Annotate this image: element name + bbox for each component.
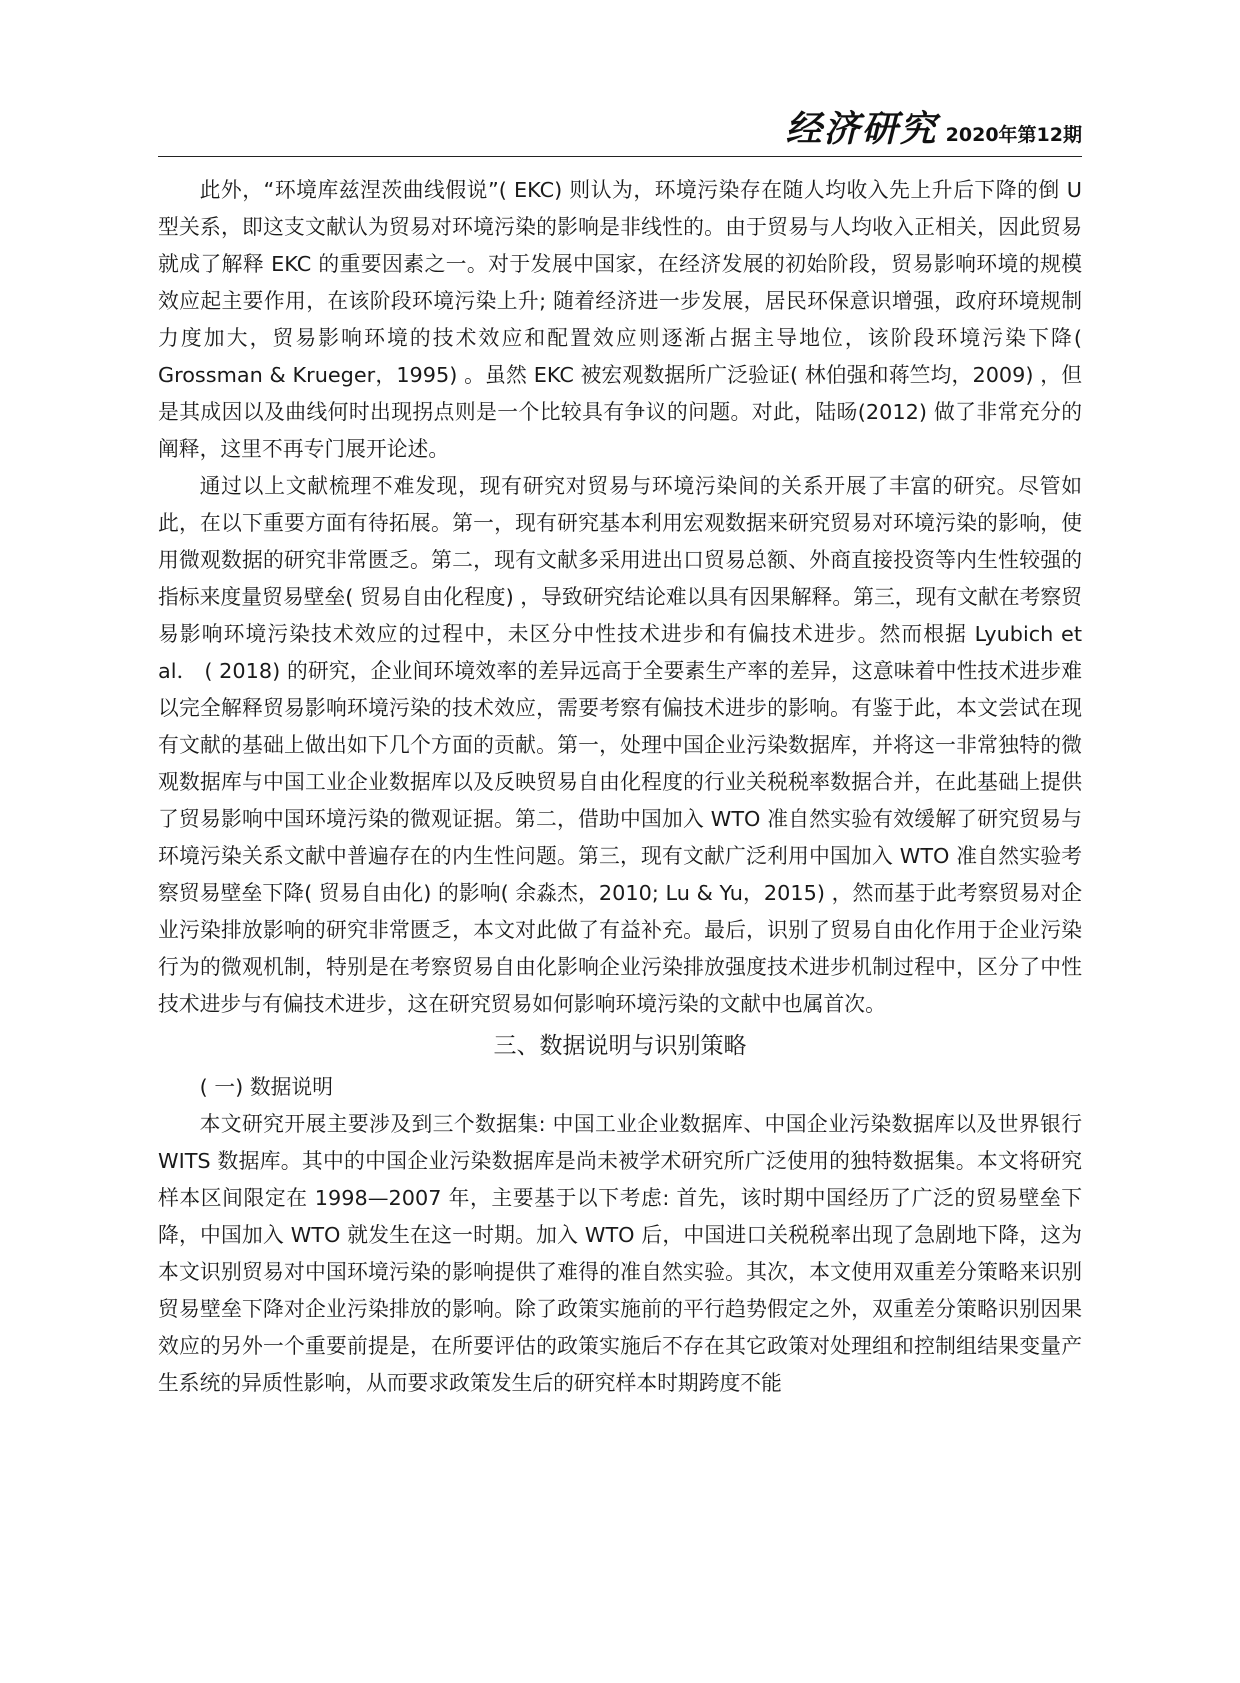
subsection-heading: ( 一) 数据说明: [199, 1075, 334, 1099]
journal-logo: 经济研究: [785, 108, 938, 150]
body-paragraph: 通过以上文献梳理不难发现，现有研究对贸易与环境污染间的关系开展了丰富的研究。尽管如此，在以下重要方面有待拓展。第一，现有研究基本利用宏观数据来研究贸易对环境污染的影响，使用微观数据的研究非常匮乏。第二，现有文献多采用进出口贸易总额、外商直接投资等内生性较强的指标来度量贸易壁垒( 贸易自由化程度) ，导致研究结论难以具有因果解释。第三，现有文献在考察贸易影响环境污染技术效应的过程中，未区分中性技术进步和有偏技术进步。然而根据 Lyubich et al． ( 2018) 的研究，企业间环境效率的差异远高于全要素生产率的差异，这意味着中性技术进步难以完全解释贸易影响环境污染的技术效应，需要考察有偏技术进步的影响。有鉴于此，本文尝试在现有文献的基础上做出如下几个方面的贡献。第一，处理中国企业污染数据库，并将这一非常独特的微观数据库与中国工业企业数据库以及反映贸易自由化程度的行业关税税率数据合并，在此基础上提供了贸易影响中国环境污染的微观证据。第二，借助中国加入 WTO 准自然实验有效缓解了研究贸易与环境污染关系文献中普遍存在的内生性问题。第三，现有文献广泛利用中国加入 WTO 准自然实验考察贸易壁垒下降( 贸易自由化) 的影响( 余淼杰，2010; Lu & Yu，2015) ，然而基于此考察贸易对企业污染排放影响的研究非常匮乏，本文对此做了有益补充。最后，识别了贸易自由化作用于企业污染行为的微观机制，特别是在考察贸易自由化影响企业污染排放强度技术进步机制过程中，区分了中性技术进步与有偏技术进步，这在研究贸易如何影响环境污染的文献中也属首次。: [158, 474, 1082, 1016]
page-header: [158, 108, 1082, 157]
journal-issue: 2020年第12期: [945, 124, 1082, 146]
journal-masthead: [786, 101, 1082, 152]
section-heading: 三、数据说明与识别策略: [493, 1033, 747, 1059]
article-body: [158, 172, 1082, 1402]
body-paragraph: 本文研究开展主要涉及到三个数据集: 中国工业企业数据库、中国企业污染数据库以及世界银行 WITS 数据库。其中的中国企业污染数据库是尚未被学术研究所广泛使用的独特数据集。本文将研究样本区间限定在 1998—2007 年，主要基于以下考虑: 首先，该时期中国经历了广泛的贸易壁垒下降，中国加入 WTO 就发生在这一时期。加入 WTO 后，中国进口关税税率出现了急剧地下降，这为本文识别贸易对中国环境污染的影响提供了难得的准自然实验。其次，本文使用双重差分策略来识别贸易壁垒下降对企业污染排放的影响。除了政策实施前的平行趋势假定之外，双重差分策略识别因果效应的另外一个重要前提是，在所要评估的政策实施后不存在其它政策对处理组和控制组结果变量产生系统的异质性影响，从而要求政策发生后的研究样本时期跨度不能: [158, 1112, 1082, 1395]
body-paragraph: 此外，“环境库兹涅茨曲线假说”( EKC) 则认为，环境污染存在随人均收入先上升后下降的倒 U 型关系，即这支文献认为贸易对环境污染的影响是非线性的。由于贸易与人均收入正相关，因此贸易就成了解释 EKC 的重要因素之一。对于发展中国家，在经济发展的初始阶段，贸易影响环境的规模效应起主要作用，在该阶段环境污染上升; 随着经济进一步发展，居民环保意识增强，政府环境规制力度加大，贸易影响环境的技术效应和配置效应则逐渐占据主导地位，该阶段环境污染下降( Grossman & Krueger，1995) 。虽然 EKC 被宏观数据所广泛验证( 林伯强和蒋竺均，2009) ，但是其成因以及曲线何时出现拐点则是一个比较具有争议的问题。对此，陆旸(2012) 做了非常充分的阐释，这里不再专门展开论述。: [158, 178, 1082, 461]
